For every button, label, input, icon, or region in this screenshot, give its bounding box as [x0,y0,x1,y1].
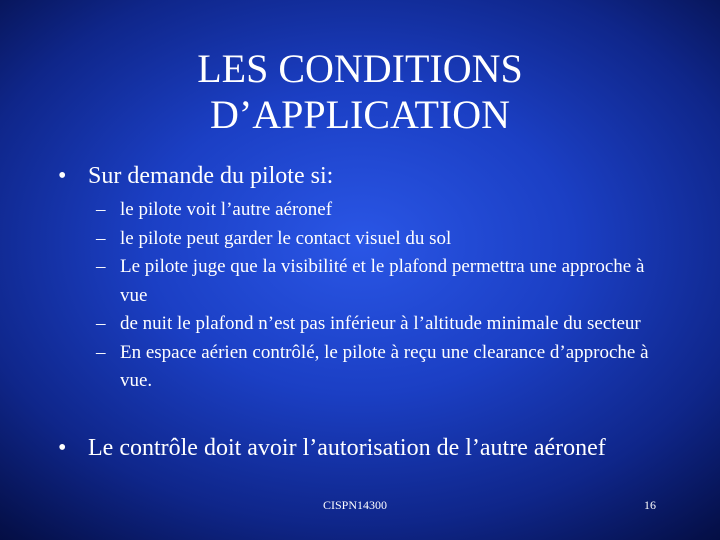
slide-title-line-1: LES CONDITIONS [197,46,523,91]
bullet-item [58,434,618,463]
sub-bullet-text: Le pilote juge que la visibilité et le plafond permettra une approche à vue [120,256,645,306]
sub-bullet-item [96,339,676,396]
sub-bullet-item [96,225,676,254]
bullet-item [58,162,658,191]
sub-bullet-item [96,196,676,225]
dash-marker: – [96,313,106,334]
sub-bullet-item [96,310,676,339]
dash-marker: – [96,199,106,220]
sub-bullet-text: le pilote peut garder le contact visuel du sol [120,227,452,249]
sub-bullet-text: le pilote voit l’autre aéronef [120,199,333,220]
slide-title-line-2: D’APPLICATION [210,92,510,137]
dash-marker: – [96,227,106,249]
footer-label: CISPN14300 [323,498,388,512]
dash-marker: – [96,341,106,363]
page-number: 16 [644,498,656,512]
bullet-text: Le contrôle doit avoir l’autorisation de l’autre aéronef [88,435,606,461]
bullet-text: Sur demande du pilote si: [88,163,334,189]
sub-bullet-text: En espace aérien contrôlé, le pilote à reçu une clearance d’approche à vue. [120,341,649,391]
dash-marker: – [96,256,106,277]
bullet-marker: • [58,435,67,461]
sub-bullet-item [96,253,676,310]
bullet-marker: • [58,163,67,189]
sub-bullet-list [96,196,676,396]
sub-bullet-text: de nuit le plafond n’est pas inférieur à l’altitude minimale du secteur [120,313,641,334]
slide-title [60,46,660,138]
